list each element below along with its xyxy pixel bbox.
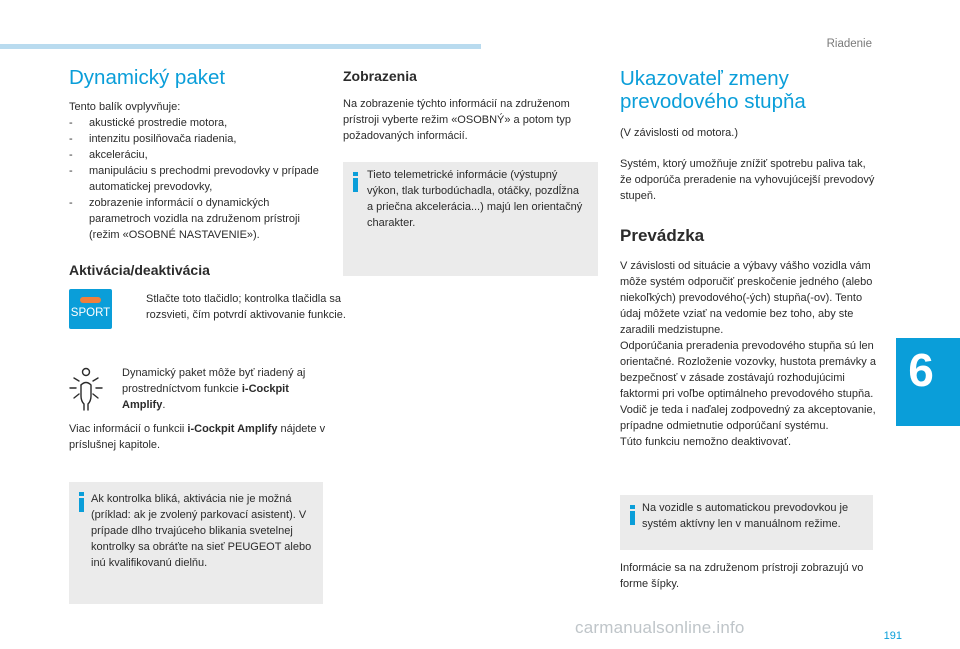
dynamic-package-title: Dynamický paket [69, 66, 226, 89]
operation-paragraph: Túto funkciu nemožno deaktivovať. [620, 436, 792, 448]
list-item: - manipuláciu s prechodmi prevodovky v prípade automatickej prevodovky, [69, 163, 331, 195]
cockpit-text: Dynamický paket môže byť riadený aj prostredníctvom funkcie [122, 367, 306, 395]
sport-instruction-text: Stlačte toto tlačidlo; kontrolka tlačidla sa rozsvieti, čím potvrdí aktivovanie funkcie. [146, 293, 346, 321]
engine-dependency-text: (V závislosti od motora.) [620, 127, 738, 139]
info-icon [350, 172, 361, 192]
displays-heading: Zobrazenia [343, 68, 417, 84]
more-info-function: i-Cockpit Amplify [187, 423, 278, 435]
gear-indicator-title-line2: prevodového stupňa [620, 89, 806, 113]
telemetry-note-box [343, 162, 598, 276]
chapter-number: 6 [908, 344, 934, 396]
intro-text: Tento balík ovplyvňuje: [69, 101, 181, 113]
more-info-text: Viac informácií o funkcii [69, 423, 188, 435]
i-cockpit-gesture-icon [66, 366, 106, 412]
info-icon [627, 505, 638, 525]
activation-heading: Aktivácia/deaktivácia [69, 262, 210, 278]
affects-list [69, 115, 331, 243]
cockpit-amplify-name: i-Cockpit Amplify [122, 383, 289, 411]
automatic-gearbox-note-box [620, 495, 873, 550]
list-item: - intenzitu posilňovača riadenia, [69, 131, 331, 147]
more-info-text-end: nájdete v príslušnej kapitole. [69, 423, 326, 451]
section-title: Riadenie [826, 38, 872, 50]
operation-paragraph: Odporúčania preradenia prevodového stupňa sú len orientačné. Rozloženie vozovky, hustota premávky a bezpečnosť v zásade zostávajú rozhodujúcimi faktormi pri voľbe optimálneho prevodového stupňa. Vodič je teda i naďalej zodpovedný za akceptovanie, prípadne odmietnutie odporúčaní systému. [620, 340, 876, 432]
dynamic-package-body [69, 99, 331, 243]
sport-button-label: SPORT [70, 307, 111, 319]
blinking-note-text: Ak kontrolka bliká, aktivácia nie je možná (príklad: ak je zvolený parkovací asistent). V prípade dlho trvajúceho blikania svetelnej kontrolky sa obráťte na sieť PEUGEOT alebo inú kvalifikovanú dielňu. [91, 493, 312, 569]
list-item: - zobrazenie informácií o dynamických parametroch vozidla na združenom prístroji (režim «OSOBNÉ NASTAVENIE»). [69, 195, 331, 243]
gear-indicator-title-line1: Ukazovateľ zmeny [620, 67, 789, 90]
arrow-display-text: Informácie sa na združenom prístroji zobrazujú vo forme šípky. [620, 562, 864, 590]
top-accent-bar [0, 44, 481, 49]
operation-heading: Prevádzka [620, 226, 705, 245]
list-item: - akceleráciu, [69, 147, 331, 163]
automatic-gearbox-note-text: Na vozidle s automatickou prevodovkou je systém aktívny len v manuálnom režime. [642, 502, 849, 530]
sport-indicator-light [80, 297, 101, 303]
blinking-note-box [69, 482, 323, 604]
sport-instruction [120, 291, 346, 323]
gear-indicator-title [620, 68, 806, 114]
operation-body [620, 258, 878, 450]
displays-text: Na zobrazenie týchto informácií na združenom prístroji vyberte režim «OSOBNÝ» a potom typ požadovaných informácií. [343, 98, 572, 142]
more-info [69, 421, 331, 453]
page-number: 191 [883, 630, 902, 642]
telemetry-note-text: Tieto telemetrické informácie (výstupný výkon, tlak turbodúchadla, otáčky, pozdĺžna a priečna akcelerácia...) majú len orientačný charakter. [367, 169, 583, 229]
cockpit-info [122, 365, 322, 413]
sport-button-icon [69, 289, 112, 329]
system-description: Systém, ktorý umožňuje znížiť spotrebu paliva tak, že odporúča preradenie na vyhovujúcejší prevodový stupeň. [620, 158, 875, 202]
info-icon [76, 492, 87, 512]
watermark: carmanualsonline.info [575, 618, 745, 637]
list-item: - akustické prostredie motora, [69, 115, 331, 131]
cockpit-text-end: . [162, 399, 166, 411]
operation-paragraph: V závislosti od situácie a výbavy vášho vozidla vám môže systém odporučiť preskočenie jedného (alebo niekoľkých) prevodového(-ých) stupňa(-ov). Tento údaj môžete vziať na vedomie bez toho, aby ste zaradili medzistupne. [620, 260, 873, 336]
